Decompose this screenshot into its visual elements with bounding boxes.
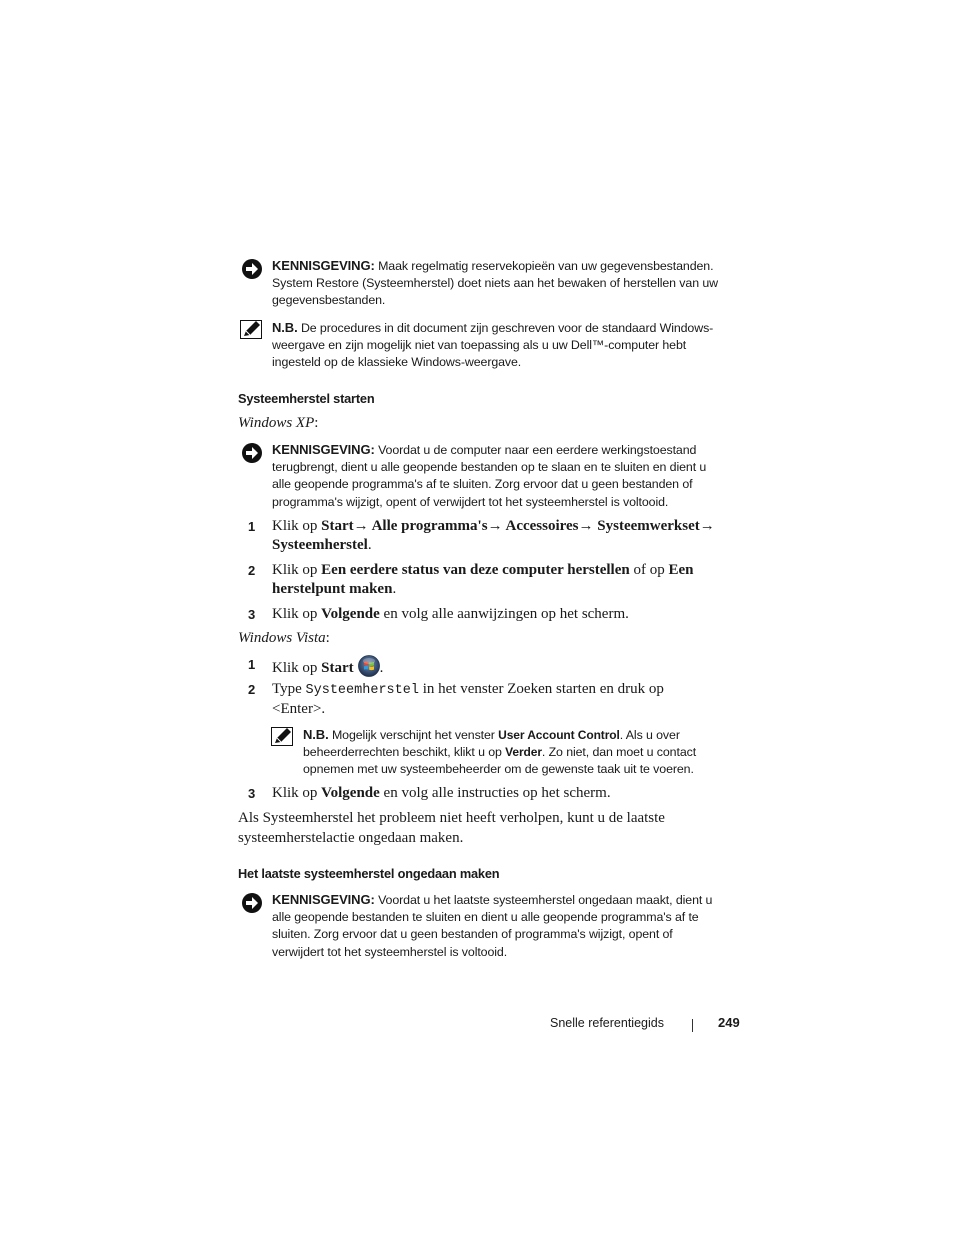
notice-text: alle geopende programma's af te sluiten. Zorg ervoor dat u geen bestanden of — [272, 477, 693, 492]
menu-path-all-programs: Alle programma's — [368, 518, 488, 534]
ui-ref-uac: User Account Control — [498, 728, 620, 742]
notice-text: Voordat u de computer naar een eerdere werkingstoestand — [378, 443, 697, 457]
step-number: 1 — [248, 657, 256, 672]
notice-label: KENNISGEVING: — [272, 442, 375, 457]
notice-text: Voordat u het laatste systeemherstel ongedaan maakt, dient u — [378, 893, 713, 907]
note-text: opnemen met uw systeembeheerder om de gewenste taak uit te voeren. — [303, 762, 694, 777]
paragraph: Als Systeemherstel het probleem niet heeft verholpen, kunt u de laatste systeemherstelactie ongedaan maken. — [238, 810, 665, 846]
step-number: 1 — [248, 519, 256, 534]
note-text: weergave en zijn mogelijk niet van toepassing als u uw Dell™-computer hebt — [272, 338, 687, 353]
option-create-restore-point: Een — [668, 562, 694, 578]
note-pencil-icon — [271, 727, 295, 752]
menu-path-system-restore: Systeemherstel — [272, 537, 368, 553]
notice-text: programma's wijzigt, opent of verwijdert tot het systeemherstel is voltooid. — [272, 494, 669, 509]
notice-arrow-icon — [240, 892, 264, 919]
note-pencil-icon — [240, 320, 264, 345]
notice-label: KENNISGEVING: — [272, 258, 375, 273]
key-ref-enter: <Enter>. — [272, 701, 326, 717]
windows-start-orb-icon — [358, 655, 380, 683]
section-heading: Het laatste systeemherstel ongedaan maken — [238, 866, 500, 881]
notice-text: verwijdert tot het systeemherstel is voltooid. — [272, 944, 508, 959]
notice-text: Maak regelmatig reservekopieën van uw gegevensbestanden. — [378, 259, 714, 273]
step-number: 2 — [248, 563, 256, 578]
menu-path-start: Start — [321, 518, 354, 534]
notice-text: System Restore (Systeemherstel) doet niets aan het bewaken of herstellen van uw — [272, 276, 718, 291]
note-text: ingesteld op de klassieke Windows-weergave. — [272, 355, 522, 370]
notice-arrow-icon — [240, 258, 264, 285]
os-label-xp: Windows XP: — [238, 415, 319, 431]
typed-command: Systeemherstel — [305, 683, 419, 698]
note-label: N.B. — [303, 727, 329, 742]
ui-ref-continue: Verder — [505, 745, 542, 760]
menu-path-system-tools: Systeemwerkset — [593, 518, 700, 534]
note-text: De procedures in dit document zijn geschreven voor de standaard Windows- — [300, 321, 714, 335]
notice-label: KENNISGEVING: — [272, 892, 375, 907]
os-label-vista: Windows Vista: — [238, 630, 330, 646]
section-heading: Systeemherstel starten — [238, 391, 375, 406]
menu-path-start: Start — [321, 660, 354, 676]
footer-title: Snelle referentiegids — [550, 1016, 664, 1030]
notice-text: sluiten. Zorg ervoor dat u geen bestanden of programma's wijzigt, opent of — [272, 927, 673, 942]
button-ref-next: Volgende — [321, 606, 380, 622]
notice-text: terugbrengt, dient u alle geopende bestanden op te slaan en te sluiten en dient u — [272, 460, 707, 475]
step-number: 3 — [248, 607, 256, 622]
notice-text: alle geopende bestanden te sluiten en dient u alle geopende programma's af te — [272, 910, 699, 925]
document-page: KENNISGEVING: Maak regelmatig reservekopieën van uw gegevensbestanden. System Restore (Systeemherstel) doet niets aan het bewaken of herstellen van uw gegevensbestanden. N.B. De procedures in dit document zijn geschreven voor de standaard Windows- weergave en zijn mogelijk niet van toepassing als u uw Dell™-computer hebt ingesteld op de klassieke Windows-weergave. Systeemherstel starten Windows XP: KENNISGEVING: Voordat u de computer naar een eerdere werkingstoestand terugbrengt, dient u alle geopende bestanden op te slaan en te sluiten en dient u alle geopende programma's af te sluiten. Zorg ervoor dat u geen bestanden of programma's wijzigt, opent of verwijdert tot het systeemherstel is voltooid. 1 Klik op Start→ Alle programma's→ Accessoires→ Systeemwerkset→ Systeemherstel. 2 Klik op Een eerdere status van deze computer herstellen of op Een herstelpunt maken. 3 Klik op Volgende en volg alle aanwijzingen op het scherm. Windows Vista: 1 Klik op Start . 2 Type Systeemherstel in het venster Zoeken starten en druk op <Enter>. N.B. Mogelijk verschijnt het venster User Account Control. Als u over beheerderrechten beschikt, klikt u op Verder. Zo niet, dan moet u contact opnemen met uw systeembeheerder om de gewenste taak uit te voeren. 3 Klik op Volgende en volg alle instructies op het scherm. Als Systeemherstel het probleem niet heeft verholpen, kunt u de laatste systeemherstelactie ongedaan maken. Het laatste systeemherstel ongedaan maken KENNISGEVING: Voordat u het laatste systeemherstel ongedaan maakt, dient u alle geopende bestanden te sluiten en dient u alle geopende programma's af te sluiten. Zorg ervoor dat u geen bestanden of programma's wijzigt, opent of verwijdert tot het systeemherstel is voltooid. Snelle referentiegids 249 — [0, 0, 954, 1235]
note-label: N.B. — [272, 320, 298, 335]
option-restore-earlier: Een eerdere status van deze computer herstellen — [321, 562, 630, 578]
step-number: 2 — [248, 682, 256, 697]
button-ref-next: Volgende — [321, 785, 380, 801]
menu-path-accessories: Accessoires — [502, 518, 579, 534]
page-number: 249 — [718, 1015, 740, 1030]
option-create-restore-point-cont: herstelpunt maken — [272, 581, 393, 597]
notice-arrow-icon — [240, 442, 264, 469]
footer-separator — [692, 1019, 693, 1032]
step-number: 3 — [248, 786, 256, 801]
notice-text: gegevensbestanden. — [272, 293, 386, 308]
